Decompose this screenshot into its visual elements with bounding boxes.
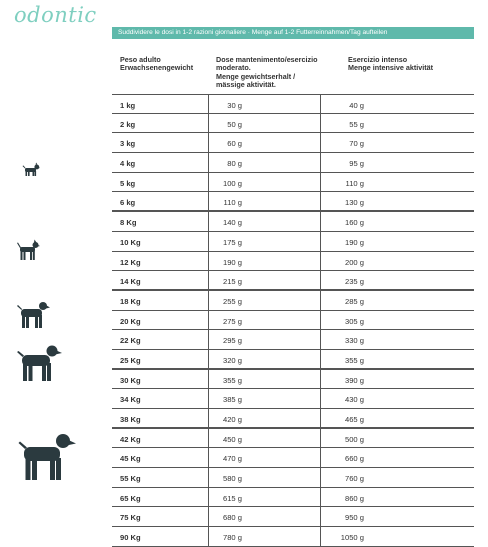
weight-cell: 1 kg	[120, 101, 136, 110]
table-row	[112, 153, 474, 173]
maintenance-cell: 295 g	[222, 336, 242, 346]
maintenance-cell: 255 g	[222, 296, 242, 306]
column-divider	[208, 389, 209, 408]
odontic-logo: odontic	[14, 3, 97, 27]
weight-cell: 90 Kg	[120, 533, 141, 543]
intense-cell: 200 g	[344, 257, 364, 267]
column-header-weight: Peso adulto Erwachsenengewicht	[120, 55, 194, 73]
table-row	[112, 350, 474, 370]
weight-cell: 45 Kg	[120, 454, 141, 464]
header-bar: Suddividere le dosi in 1-2 razioni giornaliere · Menge auf 1-2 Futterreinnahmen/Tag aufteilen	[112, 27, 474, 39]
table-row	[112, 468, 474, 488]
column-divider	[320, 527, 321, 546]
column-divider	[320, 330, 321, 349]
maintenance-cell: 30 g	[227, 101, 242, 110]
column-divider	[320, 153, 321, 172]
intense-cell: 355 g	[344, 355, 364, 365]
column-divider	[320, 429, 321, 448]
column-divider	[320, 370, 321, 389]
column-divider	[320, 95, 321, 113]
table-row	[112, 330, 474, 350]
column-divider	[208, 95, 209, 113]
intense-cell: 760 g	[344, 474, 364, 484]
small-dog-icon	[22, 162, 40, 178]
weight-cell: 5 kg	[120, 178, 136, 188]
maintenance-cell: 355 g	[222, 375, 242, 385]
column-divider	[208, 488, 209, 507]
column-divider	[208, 527, 209, 546]
weight-cell: 30 Kg	[120, 375, 141, 385]
weight-cell: 55 Kg	[120, 474, 141, 484]
maintenance-cell: 215 g	[222, 277, 242, 287]
intense-cell: 390 g	[344, 375, 364, 385]
column-divider	[320, 114, 321, 133]
table-row	[112, 94, 474, 114]
column-divider	[320, 173, 321, 192]
maintenance-cell: 470 g	[222, 454, 242, 464]
weight-cell: 65 Kg	[120, 493, 141, 503]
column-divider	[208, 291, 209, 310]
maintenance-cell: 320 g	[222, 355, 242, 365]
intense-cell: 465 g	[344, 415, 364, 424]
table-row	[112, 389, 474, 409]
maintenance-cell: 175 g	[222, 237, 242, 247]
medium-small-dog-icon	[16, 238, 40, 262]
column-divider	[320, 252, 321, 271]
table-row	[112, 192, 474, 212]
table-row	[112, 527, 474, 547]
weight-cell: 34 Kg	[120, 395, 141, 405]
column-header-intense: Esercizio intenso Menge intensive aktivität	[348, 55, 434, 73]
maintenance-cell: 50 g	[227, 119, 242, 129]
intense-cell: 110 g	[345, 178, 364, 188]
table-row	[112, 252, 474, 272]
intense-cell: 160 g	[344, 218, 364, 228]
weight-cell: 25 Kg	[120, 355, 141, 365]
column-divider	[208, 153, 209, 172]
table-row	[112, 488, 474, 508]
column-divider	[320, 271, 321, 289]
column-divider	[208, 370, 209, 389]
column-divider	[320, 468, 321, 487]
maintenance-cell: 615 g	[222, 493, 242, 503]
intense-cell: 860 g	[344, 493, 364, 503]
table-row	[112, 448, 474, 468]
giant-dog-icon	[18, 428, 76, 482]
weight-cell: 10 Kg	[120, 237, 141, 247]
table-row	[112, 370, 474, 390]
column-divider	[208, 133, 209, 152]
column-divider	[320, 291, 321, 310]
maintenance-cell: 275 g	[222, 316, 242, 326]
intense-cell: 1050 g	[340, 533, 364, 543]
intense-cell: 70 g	[349, 139, 364, 149]
column-divider	[320, 389, 321, 408]
column-divider	[208, 311, 209, 330]
intense-cell: 305 g	[344, 316, 364, 326]
column-divider	[320, 192, 321, 210]
column-divider	[320, 212, 321, 231]
column-divider	[208, 350, 209, 368]
column-divider	[208, 448, 209, 467]
column-divider	[208, 192, 209, 210]
weight-cell: 22 Kg	[120, 336, 141, 346]
table-row	[112, 173, 474, 193]
intense-cell: 285 g	[344, 296, 364, 306]
intense-cell: 40 g	[349, 101, 364, 110]
large-dog-icon	[16, 341, 62, 383]
maintenance-cell: 140 g	[222, 218, 242, 228]
weight-cell: 18 Kg	[120, 296, 141, 306]
column-divider	[208, 409, 209, 427]
intense-cell: 130 g	[344, 198, 364, 208]
table-row	[112, 507, 474, 527]
weight-cell: 2 kg	[120, 119, 136, 129]
maintenance-cell: 580 g	[222, 474, 242, 484]
weight-cell: 14 Kg	[120, 277, 141, 287]
weight-cell: 38 Kg	[120, 415, 141, 424]
column-divider	[208, 507, 209, 526]
column-divider	[208, 468, 209, 487]
maintenance-cell: 100 g	[222, 178, 242, 188]
table-row	[112, 212, 474, 232]
column-divider	[320, 448, 321, 467]
column-divider	[208, 114, 209, 133]
column-divider	[208, 212, 209, 231]
maintenance-cell: 680 g	[222, 513, 242, 523]
column-divider	[208, 173, 209, 192]
column-divider	[320, 311, 321, 330]
column-divider	[208, 271, 209, 289]
column-divider	[320, 350, 321, 368]
intense-cell: 950 g	[344, 513, 364, 523]
column-divider	[208, 330, 209, 349]
maintenance-cell: 110 g	[223, 198, 242, 208]
table-row	[112, 133, 474, 153]
column-divider	[208, 429, 209, 448]
column-divider	[208, 232, 209, 251]
column-divider	[320, 488, 321, 507]
table-row	[112, 232, 474, 252]
intense-cell: 660 g	[344, 454, 364, 464]
table-row	[112, 291, 474, 311]
intense-cell: 235 g	[344, 277, 364, 287]
column-header-maintenance: Dose mantenimento/esercizio moderato. Menge gewichtserhalt / mässige aktivität.	[216, 55, 318, 90]
intense-cell: 55 g	[349, 119, 364, 129]
column-divider	[320, 232, 321, 251]
maintenance-cell: 420 g	[222, 415, 242, 424]
table-row	[112, 429, 474, 449]
feeding-table	[112, 94, 474, 547]
maintenance-cell: 80 g	[227, 159, 242, 169]
column-divider	[320, 507, 321, 526]
weight-cell: 42 Kg	[120, 434, 141, 444]
intense-cell: 430 g	[344, 395, 364, 405]
maintenance-cell: 190 g	[222, 257, 242, 267]
weight-cell: 3 kg	[120, 139, 136, 149]
medium-dog-icon	[16, 298, 50, 330]
table-row	[112, 311, 474, 331]
weight-cell: 4 kg	[120, 159, 136, 169]
table-row	[112, 409, 474, 429]
column-divider	[320, 133, 321, 152]
table-row	[112, 271, 474, 291]
maintenance-cell: 450 g	[222, 434, 242, 444]
table-row	[112, 114, 474, 134]
maintenance-cell: 385 g	[222, 395, 242, 405]
maintenance-cell: 780 g	[222, 533, 242, 543]
intense-cell: 330 g	[344, 336, 364, 346]
weight-cell: 6 kg	[120, 198, 136, 208]
intense-cell: 190 g	[344, 237, 364, 247]
intense-cell: 500 g	[344, 434, 364, 444]
column-divider	[320, 409, 321, 427]
weight-cell: 12 Kg	[120, 257, 141, 267]
weight-cell: 75 Kg	[120, 513, 141, 523]
weight-cell: 8 Kg	[120, 218, 137, 228]
intense-cell: 95 g	[349, 159, 364, 169]
weight-cell: 20 Kg	[120, 316, 141, 326]
maintenance-cell: 60 g	[227, 139, 242, 149]
column-divider	[208, 252, 209, 271]
